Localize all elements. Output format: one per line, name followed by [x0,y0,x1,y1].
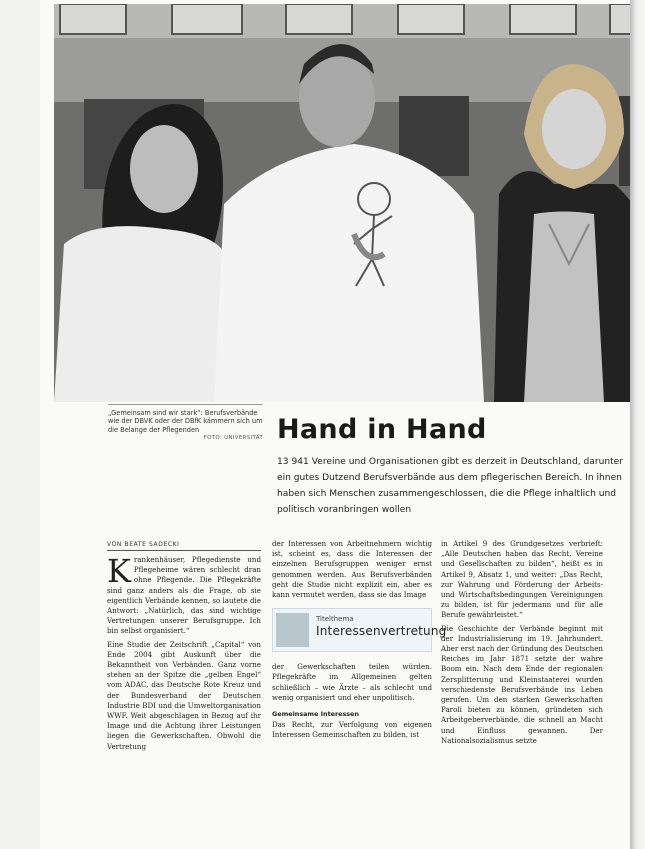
article-headline: Hand in Hand [277,414,487,445]
paragraph: Das Recht, zur Verfolgung von eigenen Interessen Gemeinschaften zu bilden, ist [272,720,432,740]
paragraph: der Interessen von Arbeitnehmern wichtig ist, scheint es, dass die Interessen der einzelnen Berufsgruppen weniger ernst genommen werden. Aus Berufsverbänden geht die Studie nicht explizit ein, aber es kann vermutet werden, dass sie das Image [272,539,432,600]
photo-caption [108,404,263,443]
topic-thumbnail [276,613,309,647]
drop-cap: K [107,552,131,590]
article-column-1 [107,552,261,755]
article-lead: 13 941 Vereine und Organisationen gibt es derzeit in Deutschland, darunter ein gutes Dutzend Berufsverbände aus dem pflegerischen Bereich. In ihnen haben sich Menschen zusammengeschlossen, die die Pflege inhaltlich und politisch voranbringen wollen [277,457,624,515]
paragraph: Eine Studie der Zeitschrift „Capital“ von Ende 2004 gibt Auskunft über die Bekanntheit von Verbänden. Ganz vorne stehen an der Spitze die „gelben Engel“ vom ADAC, das Deutsche Rote Kreuz und der Bundesverband der Deutschen Industrie BDI und die Umweltorganisation WWF. Weit abgeschlagen in Bezug auf ihr Image und die Achtung ihrer Leistungen liegen die Gewerkschaften. Obwohl die Vertretung [107,639,261,751]
feature-photo [54,4,643,402]
page-gutter-shadow [630,0,645,849]
paragraph: in Artikel 9 des Grundgesetzes verbrieft: „Alle Deutschen haben das Recht, Vereine und Gesellschaften zu bilden“, heißt es in Artikel 9, Absatz 1, und weiter: „Das Recht, zur Wahrung und Förderung der Arbeits- und Wirtschaftsbedingungen Vereinigungen zu bilden, ist für jedermann und für alle Berufe gewährleistet.“ [441,539,603,620]
paragraph: Die Geschichte der Verbände beginnt mit der Industrialisierung im 19. Jahrhundert. Aber erst nach der Gründung des Deutschen Reiches im Jahr 1871 setzte der wahre Boom ein. Nach dem Ende der regionalen Zersplitterung und Kleinstaaterei wurden verschiedenste Berufsverbände ins Leben gerufen. Um den starken Gewerkschaften Paroli bieten zu können, gründeten sich Arbeitgeberverbände, die schnell an Macht und Einfluss gewannen. Der Nationalsozialismus setzte [441,623,603,745]
topic-teaser-box [272,608,447,652]
article-column-2 [272,539,447,744]
feature-photo-image [54,4,643,402]
author-byline: VON BEATE SADECKI [107,541,261,551]
subheading: Gemeinsame Interessen [272,710,359,719]
article-column-3 [441,539,603,749]
topic-label: Titelthema [316,615,354,624]
caption-text: „Gemeinsam sind wir stark“: Berufsverbände wie der DBVK oder der DBfK kämmern sich um die Belange der Pflegenden [108,409,263,434]
topic-title: Interessenvertretung [316,624,447,639]
paragraph: Krankenhäuser, Pflegedienste und Pflegeheime wären schlecht dran ohne Pflegende. Die Pflegekräfte sind ganz anders als die Frage, ob sie eigentlich Verbände kennen, so lautete die Antwort: „Natürlich, das sind wichtige Vertretungen unserer Berufsgruppe. Ich bin selbst organisiert.“ [107,552,261,636]
photo-credit: FOTO: UNIVERSITÄT [203,435,263,442]
paragraph: der Gewerkschaften teilen würden. Pflegekräfte im Allgemeinen gelten schließlich – wie Ärzte – als schlecht und wenig organisiert und eher unpolitisch. [272,662,432,702]
